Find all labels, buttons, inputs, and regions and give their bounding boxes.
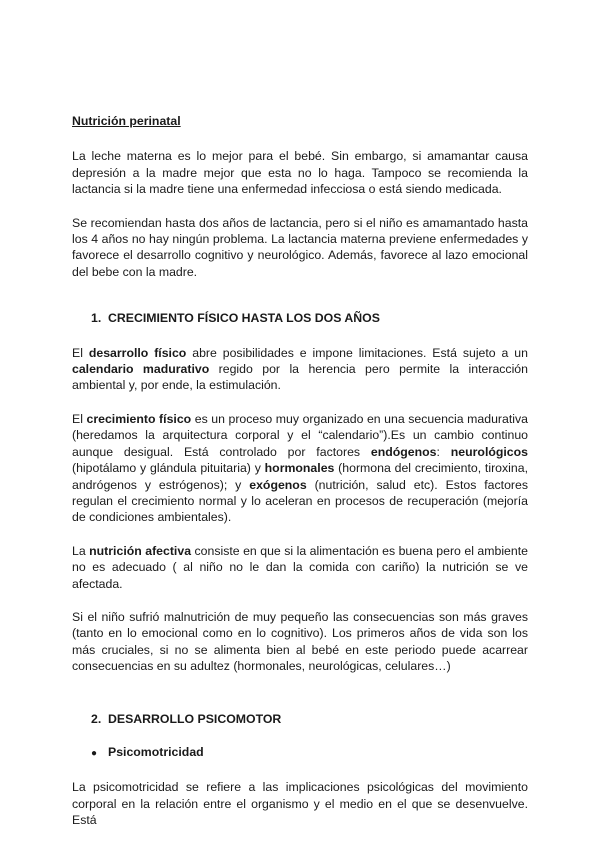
paragraph-malnutrition: Si el niño sufrió malnutrición de muy pequeño las consecuencias son más graves (tanto en lo emocional como en lo cognitivo). Los primeros años de vida son los más cruciales, si no se alimenta bien al bebé en este periodo puede acarrear consecuencias en su adultez (hormonales, neurológicas, celulares…) xyxy=(72,609,528,674)
bold-term: neurológicos xyxy=(450,444,528,459)
text-run: El xyxy=(72,411,87,426)
bold-term: nutrición afectiva xyxy=(89,543,192,558)
bold-term: hormonales xyxy=(264,461,335,476)
bold-term: desarrollo físico xyxy=(88,345,187,360)
text-run: es un proceso muy organizado en una secuencia madurativa (heredamos la arquitectura corporal y el “calendario”).Es un cambio continuo aunque desigual. Está controlado por factores xyxy=(72,411,529,459)
paragraph-physical-development xyxy=(72,345,528,394)
text-run: regido por la herencia pero permite la interacción ambiental y, por ende, la estimulación. xyxy=(72,362,528,393)
section-number: 2. xyxy=(91,711,102,726)
text-run: abre posibilidades e impone limitaciones. Está sujeto a un xyxy=(186,345,528,360)
bullet-dot-icon: ● xyxy=(91,747,98,759)
paragraph-breastfeeding: La leche materna es lo mejor para el bebé. Sin embargo, si amamantar causa depresión a la madre mejor que esta no lo haga. Tampoco se recomienda la lactancia si la madre tiene una enfermedad infecciosa o está siendo medicada. xyxy=(72,149,528,197)
paragraph-physical-growth xyxy=(72,411,528,526)
text-run: El xyxy=(72,345,89,360)
section-heading-physical-growth xyxy=(91,310,528,326)
section-title: CRECIMIENTO FÍSICO HASTA LOS DOS AÑOS xyxy=(108,311,380,326)
paragraph-affective-nutrition xyxy=(72,543,528,592)
paragraph-psychomotricity: La psicomotricidad se refiere a las implicaciones psicológicas del movimiento corporal en la relación entre el organismo y el medio en el que se desenvuelve. Está xyxy=(72,780,528,828)
bold-term: calendario madurativo xyxy=(72,362,210,377)
document-page xyxy=(72,113,528,829)
bullet-heading-psychomotricity xyxy=(91,744,528,762)
text-run: (nutrición, salud etc). Estos factores regulan el crecimiento normal y lo aceleran en procesos de recuperación (mejoría de condiciones ambientales). xyxy=(72,477,528,525)
text-run: consiste en que si la alimentación es buena pero el ambiente no es adecuado ( al niño no le dan la comida con cariño) la nutrición se ve afectada. xyxy=(72,543,528,591)
page-title: Nutrición perinatal xyxy=(72,114,181,128)
section-heading-psychomotor xyxy=(91,711,528,727)
section-title: DESARROLLO PSICOMOTOR xyxy=(108,711,282,726)
bold-term: exógenos xyxy=(249,477,307,492)
section-number: 1. xyxy=(91,311,102,326)
text-run: : xyxy=(436,444,451,459)
text-run: La xyxy=(72,543,90,558)
bullet-title: Psicomotricidad xyxy=(108,744,204,759)
paragraph-lactation-duration: Se recomiendan hasta dos años de lactancia, pero si el niño es amamantado hasta los 4 años no hay ningún problema. La lactancia materna previene enfermedades y favorece el desarrollo cognitivo y neurológico. Además, favorece al lazo emocional del bebe con la madre. xyxy=(72,215,528,279)
text-run: (hipotálamo y glándula pituitaria) y xyxy=(72,461,265,476)
bold-term: endógenos xyxy=(370,444,437,459)
bold-term: crecimiento físico xyxy=(86,411,192,426)
text-run: (hormona del crecimiento, tiroxina, andrógenos y estrógenos); y xyxy=(72,461,528,492)
